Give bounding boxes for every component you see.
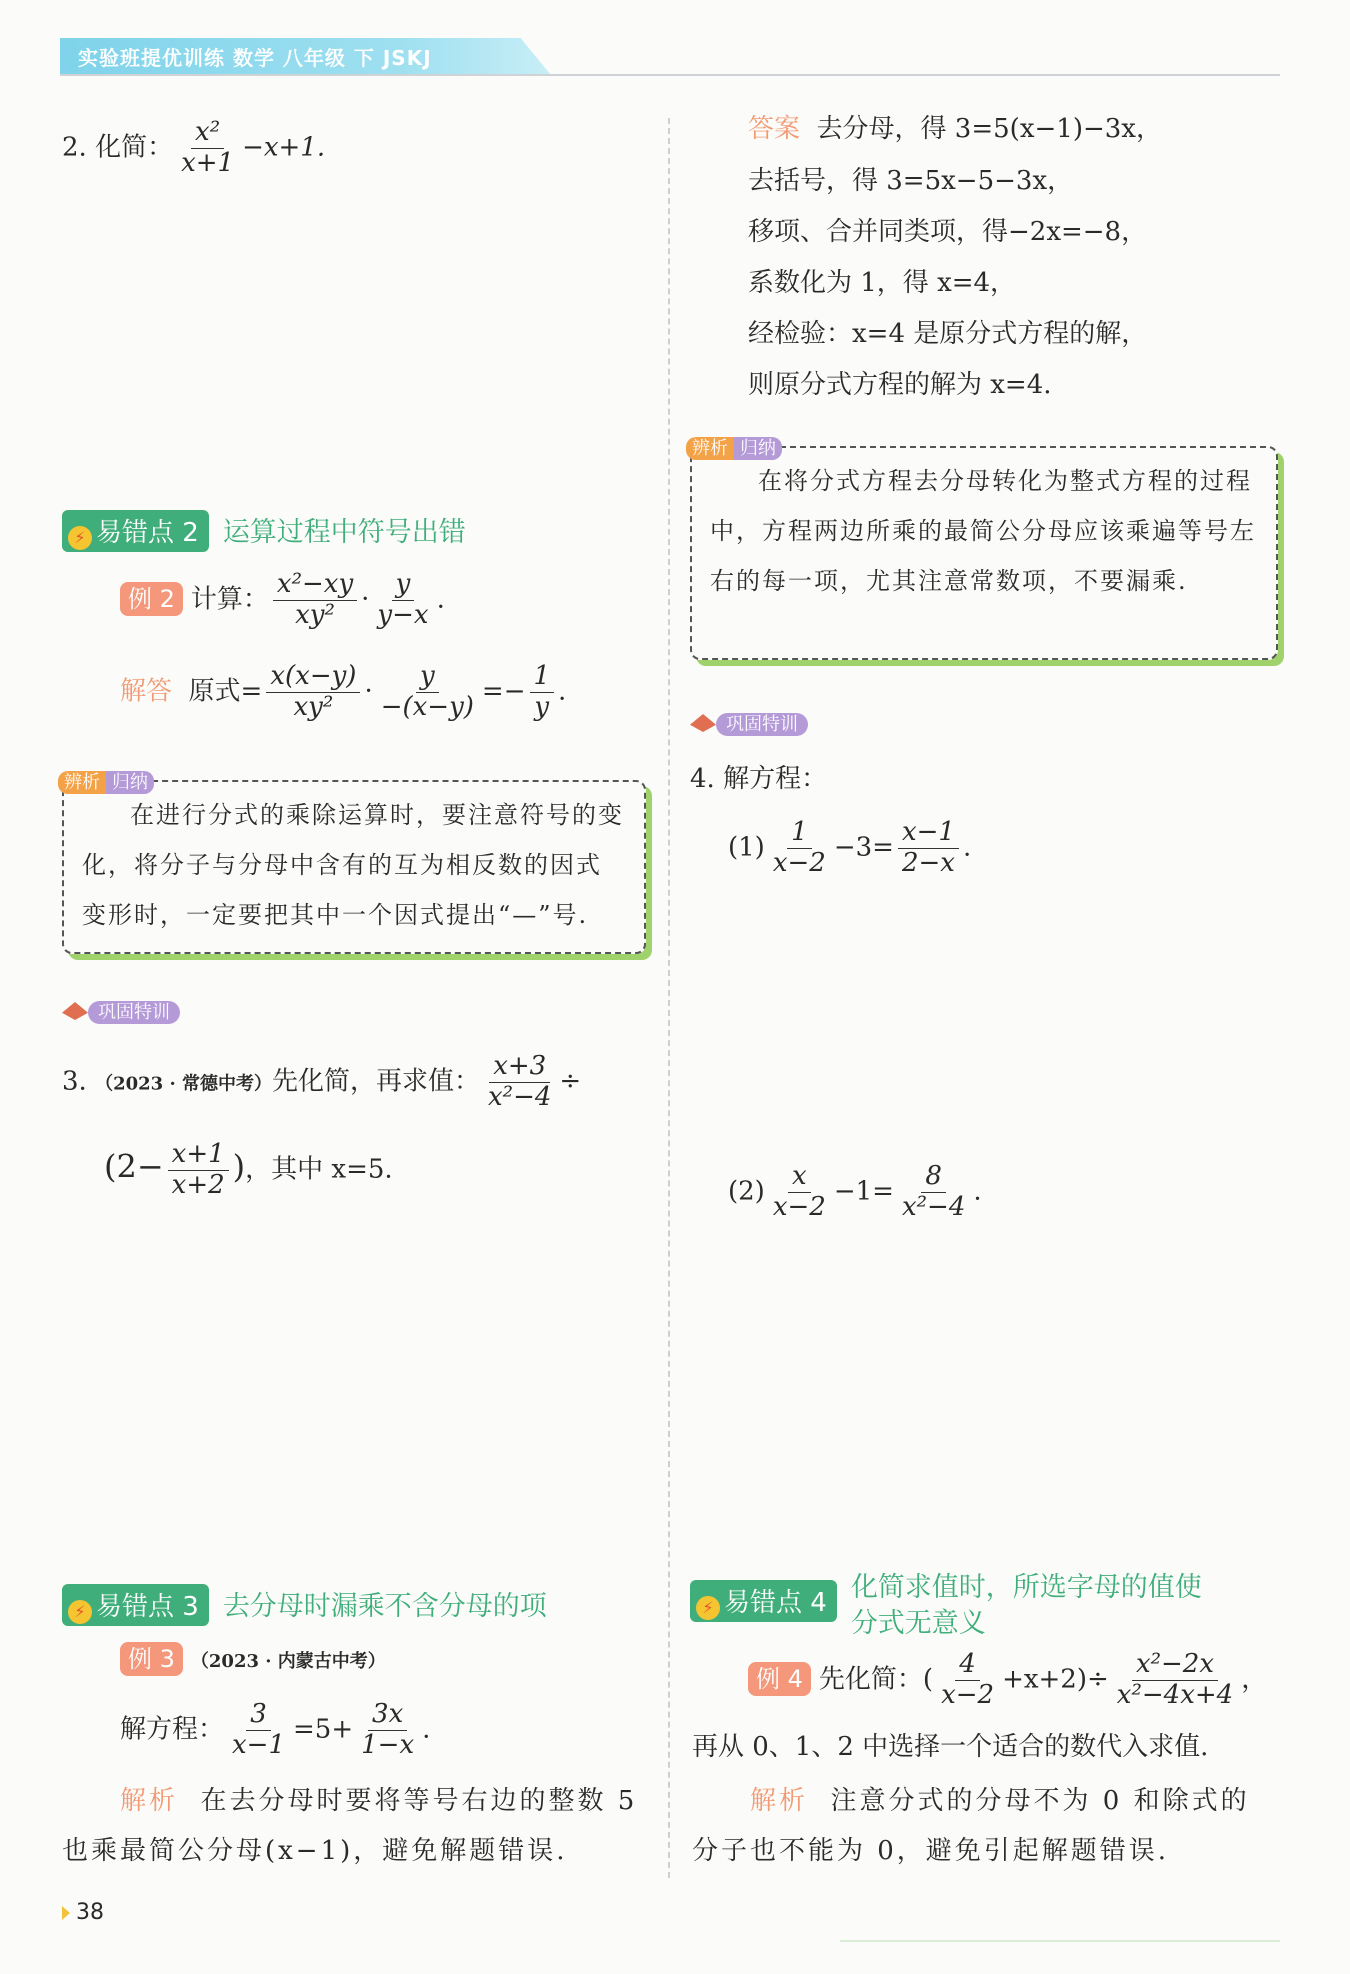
lightning-icon: ⚡ bbox=[696, 1596, 720, 1620]
lightning-icon: ⚡ bbox=[68, 1600, 92, 1624]
analysis-4-line-1: 解析 注意分式的分母不为 0 和除式的 bbox=[750, 1786, 1250, 1816]
error-point-3-title: 去分母时漏乘不含分母的项 bbox=[222, 1591, 547, 1622]
question-2-fraction: $\frac{\text{x²}}{x+1}$ bbox=[181, 117, 235, 178]
question-3-line-2: (2− $\frac{x+1}{x+2}$ )，其中 x=5. bbox=[104, 1139, 393, 1200]
graduation-cap-icon bbox=[690, 714, 716, 732]
analysis-3-line-1: 解析 在去分母时要将等号右边的整数 5 bbox=[120, 1786, 638, 1816]
analysis-4-line-2: 分子也不能为 0，避免引起解题错误. bbox=[692, 1836, 1170, 1866]
example-3: 例 3 （2023 · 内蒙古中考） bbox=[120, 1640, 386, 1679]
question-2 bbox=[62, 118, 325, 179]
analysis-summary-tag-1: 辨析 归纳 bbox=[58, 768, 154, 794]
consolidation-drill-tag-1: 巩固特训 bbox=[62, 998, 180, 1024]
example-2-badge: 例 2 bbox=[120, 582, 183, 616]
analysis-summary-text-2: 在将分式方程去分母转化为整式方程的过程中，方程两边所乘的最简公分母应该乘遍等号左右的每一项，尤其注意常数项，不要漏乘. bbox=[710, 467, 1256, 595]
question-4-part-1: (1) $\frac{1}{x-2}$ −3= $\frac{x-1}{2-x}$ . bbox=[728, 817, 972, 878]
error-point-4 bbox=[690, 1570, 1202, 1642]
example-4: 例 4 先化简：( $\frac{4}{x-2}$ +x+2)÷ $\frac{\text{x²−2x}}{\text{x²−4x+4}}$ ， bbox=[748, 1650, 1267, 1711]
question-2-label: 2. 化简： bbox=[62, 132, 174, 163]
solution-2: 解答 原式= $\frac{x(x-y)}{\text{xy²}}$ · $\frac{y}{-(x-y)}$ =− $\frac{1}{y}$ . bbox=[120, 661, 567, 722]
page-arrow-icon bbox=[62, 1906, 70, 1920]
example-3-equation: 解方程： $\frac{3}{x-1}$ =5+ $\frac{3x}{1-x}$ . bbox=[120, 1699, 431, 1760]
lightning-icon: ⚡ bbox=[68, 526, 92, 550]
analysis-4-label: 解析 bbox=[750, 1786, 809, 1816]
error-point-2-badge: ⚡ 易错点 2 bbox=[62, 510, 209, 552]
example-4-badge: 例 4 bbox=[748, 1662, 811, 1696]
header-rule bbox=[60, 74, 1280, 76]
question-3-source: （2023 · 常德中考） bbox=[95, 1073, 272, 1095]
answer-line-6: 则原分式方程的解为 x=4. bbox=[748, 370, 1052, 400]
analysis-summary-box-2 bbox=[690, 446, 1278, 660]
solution-2-label: 解答 bbox=[120, 676, 173, 707]
error-point-2 bbox=[62, 510, 466, 552]
analysis-3-label: 解析 bbox=[120, 1786, 179, 1816]
example-2: 例 2 计算： $\frac{\text{x²−xy}}{\text{xy²}}$ · $\frac{y}{y-x}$ . bbox=[120, 570, 445, 631]
bottom-rule bbox=[840, 1940, 1280, 1942]
column-divider bbox=[668, 118, 670, 1878]
page-number: 38 bbox=[76, 1900, 104, 1925]
answer-line-2: 去括号，得 3=5x−5−3x， bbox=[748, 166, 1074, 196]
analysis-summary-box-1 bbox=[62, 780, 646, 954]
error-point-4-badge: ⚡ 易错点 4 bbox=[690, 1580, 837, 1622]
error-point-3 bbox=[62, 1584, 547, 1626]
error-point-2-title: 运算过程中符号出错 bbox=[222, 517, 466, 548]
header-title: 实验班提优训练 数学 八年级 下 JSKJ bbox=[78, 46, 432, 70]
question-3: 3. （2023 · 常德中考）先化简，再求值： $\frac{x+3}{\text{x²−4}}$ ÷ bbox=[62, 1051, 582, 1112]
question-2-tail: −x+1. bbox=[242, 132, 326, 163]
answer-line-3: 移项、合并同类项，得−2x=−8， bbox=[748, 217, 1148, 247]
consolidation-drill-tag-2: 巩固特训 bbox=[690, 710, 808, 736]
example-4-line-2: 再从 0、1、2 中选择一个适合的数代入求值. bbox=[692, 1732, 1209, 1762]
answer-line-1: 答案 去分母，得 3=5(x−1)−3x， bbox=[748, 114, 1162, 144]
question-4-part-2: (2) $\frac{x}{x-2}$ −1= $\frac{8}{\text{x²−4}}$ . bbox=[728, 1161, 982, 1222]
answer-line-4: 系数化为 1，得 x=4， bbox=[748, 268, 1017, 298]
answer-line-5: 经检验：x=4 是原分式方程的解， bbox=[748, 319, 1148, 349]
error-point-4-title: 化简求值时，所选字母的值使 分式无意义 bbox=[850, 1572, 1202, 1639]
question-4-label: 4. 解方程： bbox=[690, 764, 828, 794]
graduation-cap-icon bbox=[62, 1002, 88, 1020]
analysis-summary-text-1: 在进行分式的乘除运算时，要注意符号的变化，将分子与分母中含有的互为相反数的因式变形时，一定要把其中一个因式提出“—”号. bbox=[82, 801, 624, 929]
example-3-badge: 例 3 bbox=[120, 1642, 183, 1676]
answer-label: 答案 bbox=[748, 114, 801, 144]
analysis-3-line-2: 也乘最简公分母(x−1)，避免解题错误. bbox=[62, 1836, 568, 1866]
error-point-3-badge: ⚡ 易错点 3 bbox=[62, 1584, 209, 1626]
analysis-summary-tag-2: 辨析 归纳 bbox=[686, 434, 782, 460]
